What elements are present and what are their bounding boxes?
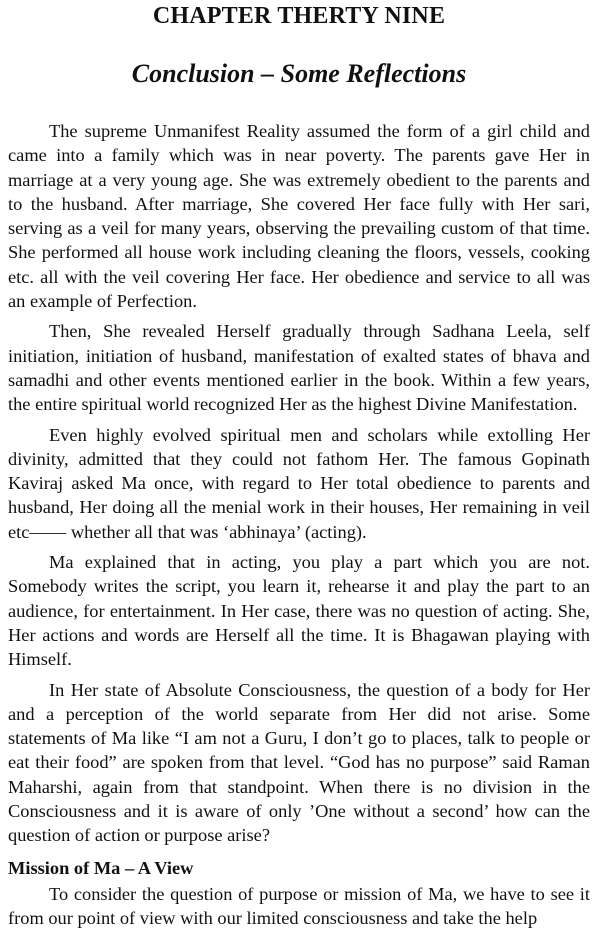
section-paragraph: To consider the question of purpose or mission of Ma, we have to see it from our point of view with our limited consciousness and take the help (8, 883, 590, 929)
paragraph-5: In Her state of Absolute Consciousness, the question of a body for Her and a perception of the world separate from Her did not arise. Some statements of Ma like “I am not a Guru, I don’t go to places, talk to people or eat their food” are spoken from that level. “God has no purpose” said Raman Maharshi, again from that standpoint. When there is no division in the Consciousness and it is aware of only ’One without a second’ how can the question of action or purpose arise? (8, 679, 590, 846)
paragraph-4: Ma explained that in acting, you play a part which you are not. Somebody writes the script, you learn it, rehearse it and play the part to an audience, for entertainment. In Her case, there was no question of acting. She, Her actions and words are Herself all the time. It is Bhagawan playing with Himself. (8, 552, 590, 670)
chapter-title: Conclusion – Some Reflections (131, 59, 467, 88)
paragraph-2: Then, She revealed Herself gradually through Sadhana Leela, self initiation, initiation of husband, manifestation of exalted states of bhava and samadhi and other events mentioned earlier in the book. Within a few years, the entire spiritual world recognized Her as the highest Divine Manifestation. (8, 321, 590, 415)
body-text (8, 119, 590, 931)
section-heading: Mission of Ma – A View (8, 857, 194, 878)
paragraph-1: The supreme Unmanifest Reality assumed the form of a girl child and came into a family which was in near poverty. The parents gave Her in marriage at a very young age. She was extremely obedient to the parents and to the husband. After marriage, She covered Her face fully with Her sari, serving as a veil for many years, observing the prevailing custom of that time. She performed all house work including cleaning the floors, vessels, cooking etc. all with the veil covering Her face. Her obedience and service to all was an example of Perfection. (8, 121, 590, 312)
paragraph-3: Even highly evolved spiritual men and scholars while extolling Her divinity, admitted that they could not fathom Her. The famous Gopinath Kaviraj asked Ma once, with regard to Her total obedience to parents and husband, Her doing all the menial work in their houses, Her remaining in veil etc—— whether all that was ‘abhinaya’ (acting). (8, 424, 590, 542)
chapter-heading: CHAPTER THERTY NINE (152, 3, 446, 29)
